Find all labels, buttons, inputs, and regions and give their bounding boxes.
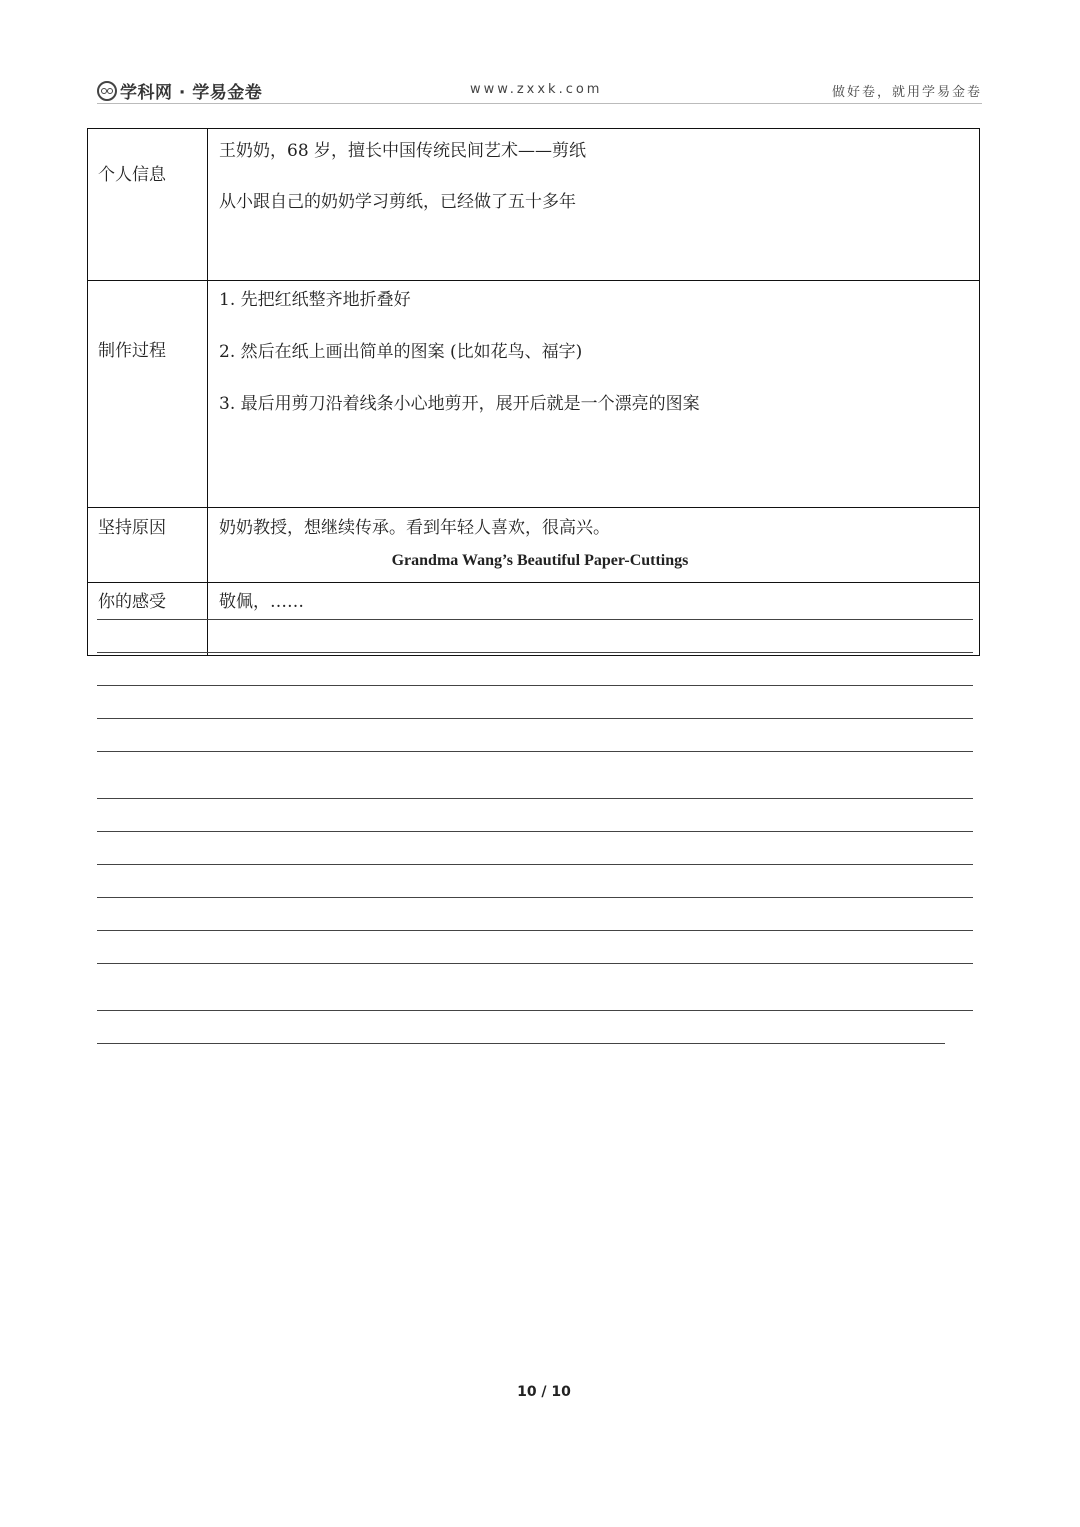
header-divider — [97, 103, 982, 104]
writing-line[interactable] — [97, 751, 973, 752]
writing-line[interactable] — [97, 685, 973, 686]
content-line: 1. 先把红纸整齐地折叠好 — [219, 290, 411, 310]
content-line: 从小跟自己的奶奶学习剪纸，已经做了五十多年 — [219, 192, 576, 212]
info-table — [87, 128, 980, 656]
essay-title: Grandma Wang’s Beautiful Paper-Cuttings — [391, 552, 689, 569]
row-content — [208, 281, 980, 508]
content-line: 奶奶教授，想继续传承。看到年轻人喜欢，很高兴。 — [219, 518, 610, 538]
writing-line[interactable] — [97, 831, 973, 832]
row-content — [208, 129, 980, 281]
writing-line[interactable] — [97, 798, 973, 799]
row-label: 坚持原因 — [88, 508, 208, 583]
writing-line[interactable] — [97, 897, 973, 898]
slogan: 做好卷，就用学易金卷 — [831, 85, 982, 100]
writing-line[interactable] — [97, 619, 973, 620]
row-label: 制作过程 — [88, 281, 208, 508]
row-label: 个人信息 — [88, 129, 208, 281]
row-content — [208, 508, 980, 583]
content-line: 敬佩，…… — [219, 592, 304, 612]
table-row-process — [88, 281, 980, 508]
page-header — [97, 74, 982, 104]
page-number: 10 / 10 — [517, 1384, 571, 1400]
content-line: 王奶奶，68 岁，擅长中国传统民间艺术——剪纸 — [219, 141, 587, 161]
writing-line[interactable] — [97, 963, 973, 964]
table-row-reason — [88, 508, 980, 583]
logo-text: 学科网 · 学易金卷 — [120, 83, 263, 103]
content-line: 2. 然后在纸上画出简单的图案 (比如花鸟、福字) — [219, 342, 583, 362]
row-label: 你的感受 — [88, 583, 208, 656]
writing-line[interactable] — [97, 864, 973, 865]
content-line: 3. 最后用剪刀沿着线条小心地剪开，展开后就是一个漂亮的图案 — [219, 394, 700, 414]
table-row-personal-info — [88, 129, 980, 281]
writing-line[interactable] — [97, 718, 973, 719]
site-url: www.zxxk.com — [470, 82, 603, 97]
logo — [97, 78, 262, 103]
writing-line[interactable] — [97, 1043, 945, 1044]
writing-line[interactable] — [97, 652, 973, 653]
writing-line[interactable] — [97, 930, 973, 931]
writing-line[interactable] — [97, 1010, 973, 1011]
owl-logo-icon — [97, 81, 117, 101]
